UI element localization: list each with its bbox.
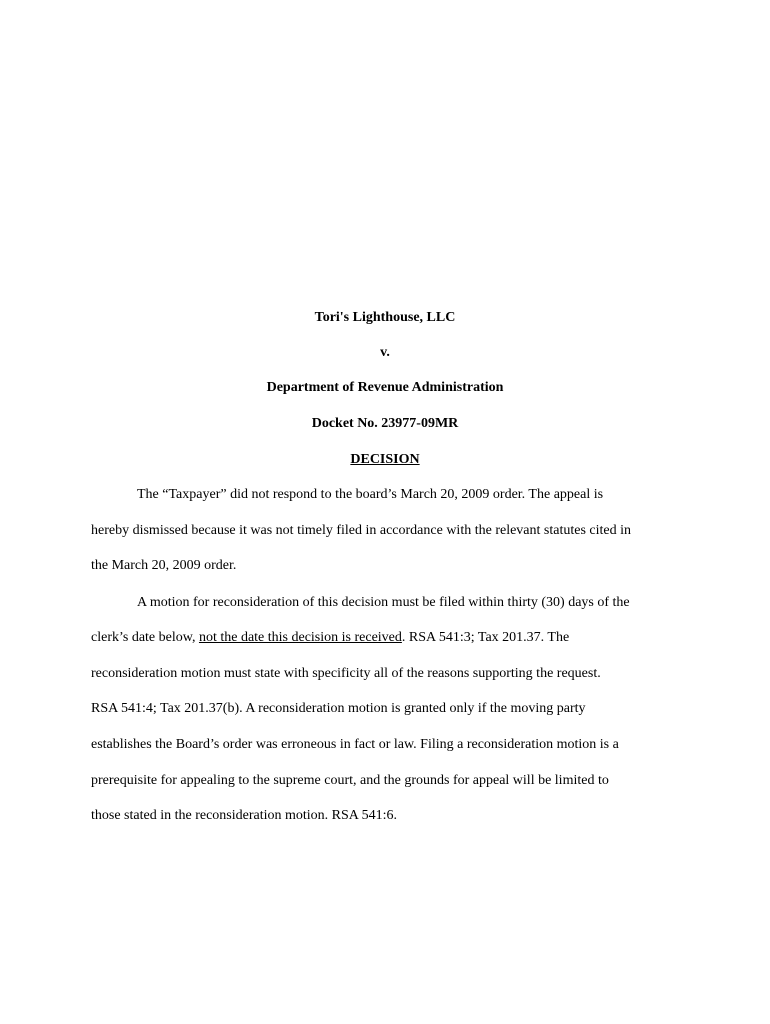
paragraph-2-line-1: A motion for reconsideration of this decision must be filed within thirty (30) days of the: [137, 595, 630, 610]
case-respondent: Department of Revenue Administration: [266, 380, 504, 395]
paragraph-1-line-3: the March 20, 2009 order.: [91, 558, 237, 573]
line-2-text-after: . RSA 541:3; Tax 201.37. The: [401, 630, 570, 645]
paragraph-2-line-5: establishes the Board’s order was erroneous in fact or law. Filing a reconsideration motion is a: [91, 737, 619, 752]
paragraph-1-line-1: The “Taxpayer” did not respond to the board’s March 20, 2009 order. The appeal is: [137, 487, 604, 502]
case-versus: v.: [380, 345, 390, 360]
case-petitioner: Tori's Lighthouse, LLC: [314, 310, 456, 325]
paragraph-2-line-2: [91, 629, 569, 647]
paragraph-2-line-6: prerequisite for appealing to the supreme court, and the grounds for appeal will be limited to: [91, 773, 609, 788]
paragraph-2-line-4: RSA 541:4; Tax 201.37(b). A reconsideration motion is granted only if the moving party: [91, 701, 586, 716]
docket-number: Docket No. 23977-09MR: [311, 416, 459, 431]
line-2-text-before: clerk’s date below,: [91, 630, 199, 645]
paragraph-2-line-3: reconsideration motion must state with specificity all of the reasons supporting the request.: [91, 666, 601, 681]
paragraph-1-line-2: hereby dismissed because it was not timely filed in accordance with the relevant statutes cited in: [91, 523, 631, 538]
decision-heading-text: DECISION: [350, 452, 420, 467]
paragraph-2-line-7: those stated in the reconsideration motion. RSA 541:6.: [91, 808, 398, 823]
underlined-phrase: not the date this decision is received: [198, 630, 402, 645]
decision-heading: [0, 451, 770, 469]
